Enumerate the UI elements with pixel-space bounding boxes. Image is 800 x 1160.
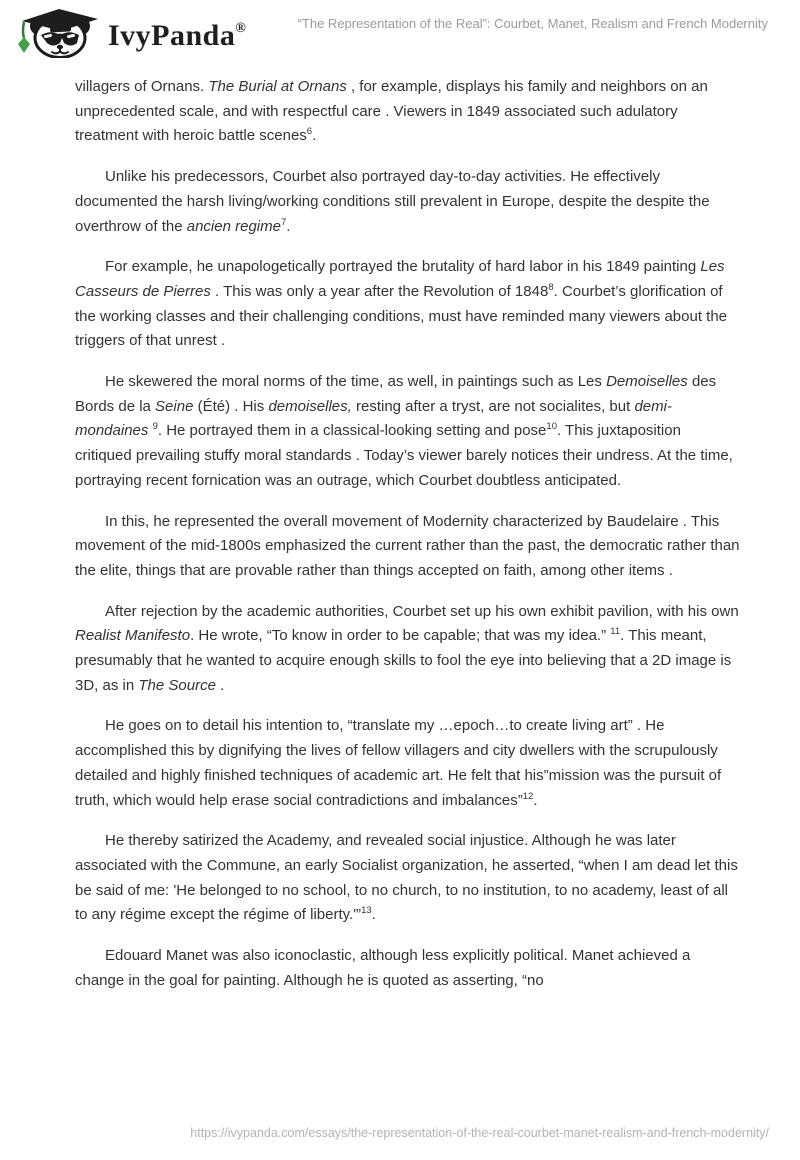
footnote-reference: 8 [548,281,554,293]
paragraph: He thereby satirized the Academy, and revealed social injustice. Although he was later associated with the Commune, an early Socialist organization, he asserted, “when I am dead let this be said of me: 'He belonged to no school, to no church, to no institution, to no academy, least of all to any régime except the régime of liberty.'”$^{13}$. [75,832,738,924]
paragraph: villagers of Ornans. The Burial at Ornans , for example, displays his family and neighbors on an unprecedented scale, and with respectful care . Viewers in 1849 associated such adulatory treatment with heroic battle scenes$^6$. [75,78,708,145]
essay-body [75,75,740,994]
paragraph: He goes on to detail his intention to, “translate my …epoch…to create living art” . He accomplished this by dignifying the lives of fellow villagers and city dwellers with the scrupulously detailed and highly finished techniques of academic art. He felt that his”mission was the pursuit of truth, which would help erase social contradictions and imbalances”$^{12}$. [75,717,722,809]
paragraph: He skewered the moral norms of the time, as well, in paintings such as Les Demoiselles des Bords de la Seine (Été) . His demoiselles, resting after a tryst, are not socialites, but demi-mondaines $^9$. He portrayed them in a classical-looking setting and pose$^{10}$. This juxtaposition critiqued prevailing stuffy moral standards . Today’s viewer barely notices their undress. At the time, portraying recent fornication was an outrage, which Courbet doubtless anticipated. [75,373,733,489]
footnote-reference: 11 [610,626,621,638]
page-title: “The Representation of the Real”: Courbet, Manet, Realism and French Modernity [297,16,768,31]
footnote-reference: 10 [546,421,557,433]
paragraph: Edouard Manet was also iconoclastic, although less explicitly political. Manet achieved a change in the goal for painting. Although he is quoted as asserting, “no [75,947,691,989]
paragraph: Unlike his predecessors, Courbet also portrayed day-to-day activities. He effectively documented the harsh living/working conditions still prevalent in Europe, despite the despite the overthrow of the ancien regime$^7$. [75,168,710,235]
paragraph: For example, he unapologetically portrayed the brutality of hard labor in his 1849 painting Les Casseurs de Pierres . This was only a year after the Revolution of 1848$^8$. Courbet’s glorification of the working classes and their challenging conditions, must have reminded many viewers about the triggers of that unrest . [75,258,728,350]
brand-name: IvyPanda® [108,18,247,52]
paragraph: After rejection by the academic authorities, Courbet set up his own exhibit pavilion, with his own Realist Manifesto. He wrote, “To know in order to be capable; that was my idea.” $^{11}$. This meant, presumably that he wanted to acquire enough skills to fool the eye into believing that a 2D image is 3D, as in The Source . [75,602,739,694]
paragraph: In this, he represented the overall movement of Modernity characterized by Baudelaire . This movement of the mid-1800s emphasized the current rather than the past, the democratic rather than the elite, things that are provable rather than things accepted on faith, among other items . [75,512,740,579]
footnote-reference: 12 [522,790,534,802]
ivypanda-logo-icon [14,8,102,63]
footnote-reference: 9 [152,421,158,433]
page-header [0,0,800,60]
brand[interactable] [14,8,246,63]
source-url: https://ivypanda.com/essays/the-representation-of-the-real-courbet-manet-realism-and-french-modernity/ [190,1126,769,1140]
registered-mark: ® [235,20,247,36]
footnote-reference: 7 [280,216,287,228]
footnote-reference: 6 [306,126,313,138]
footnote-reference: 13 [361,905,372,917]
